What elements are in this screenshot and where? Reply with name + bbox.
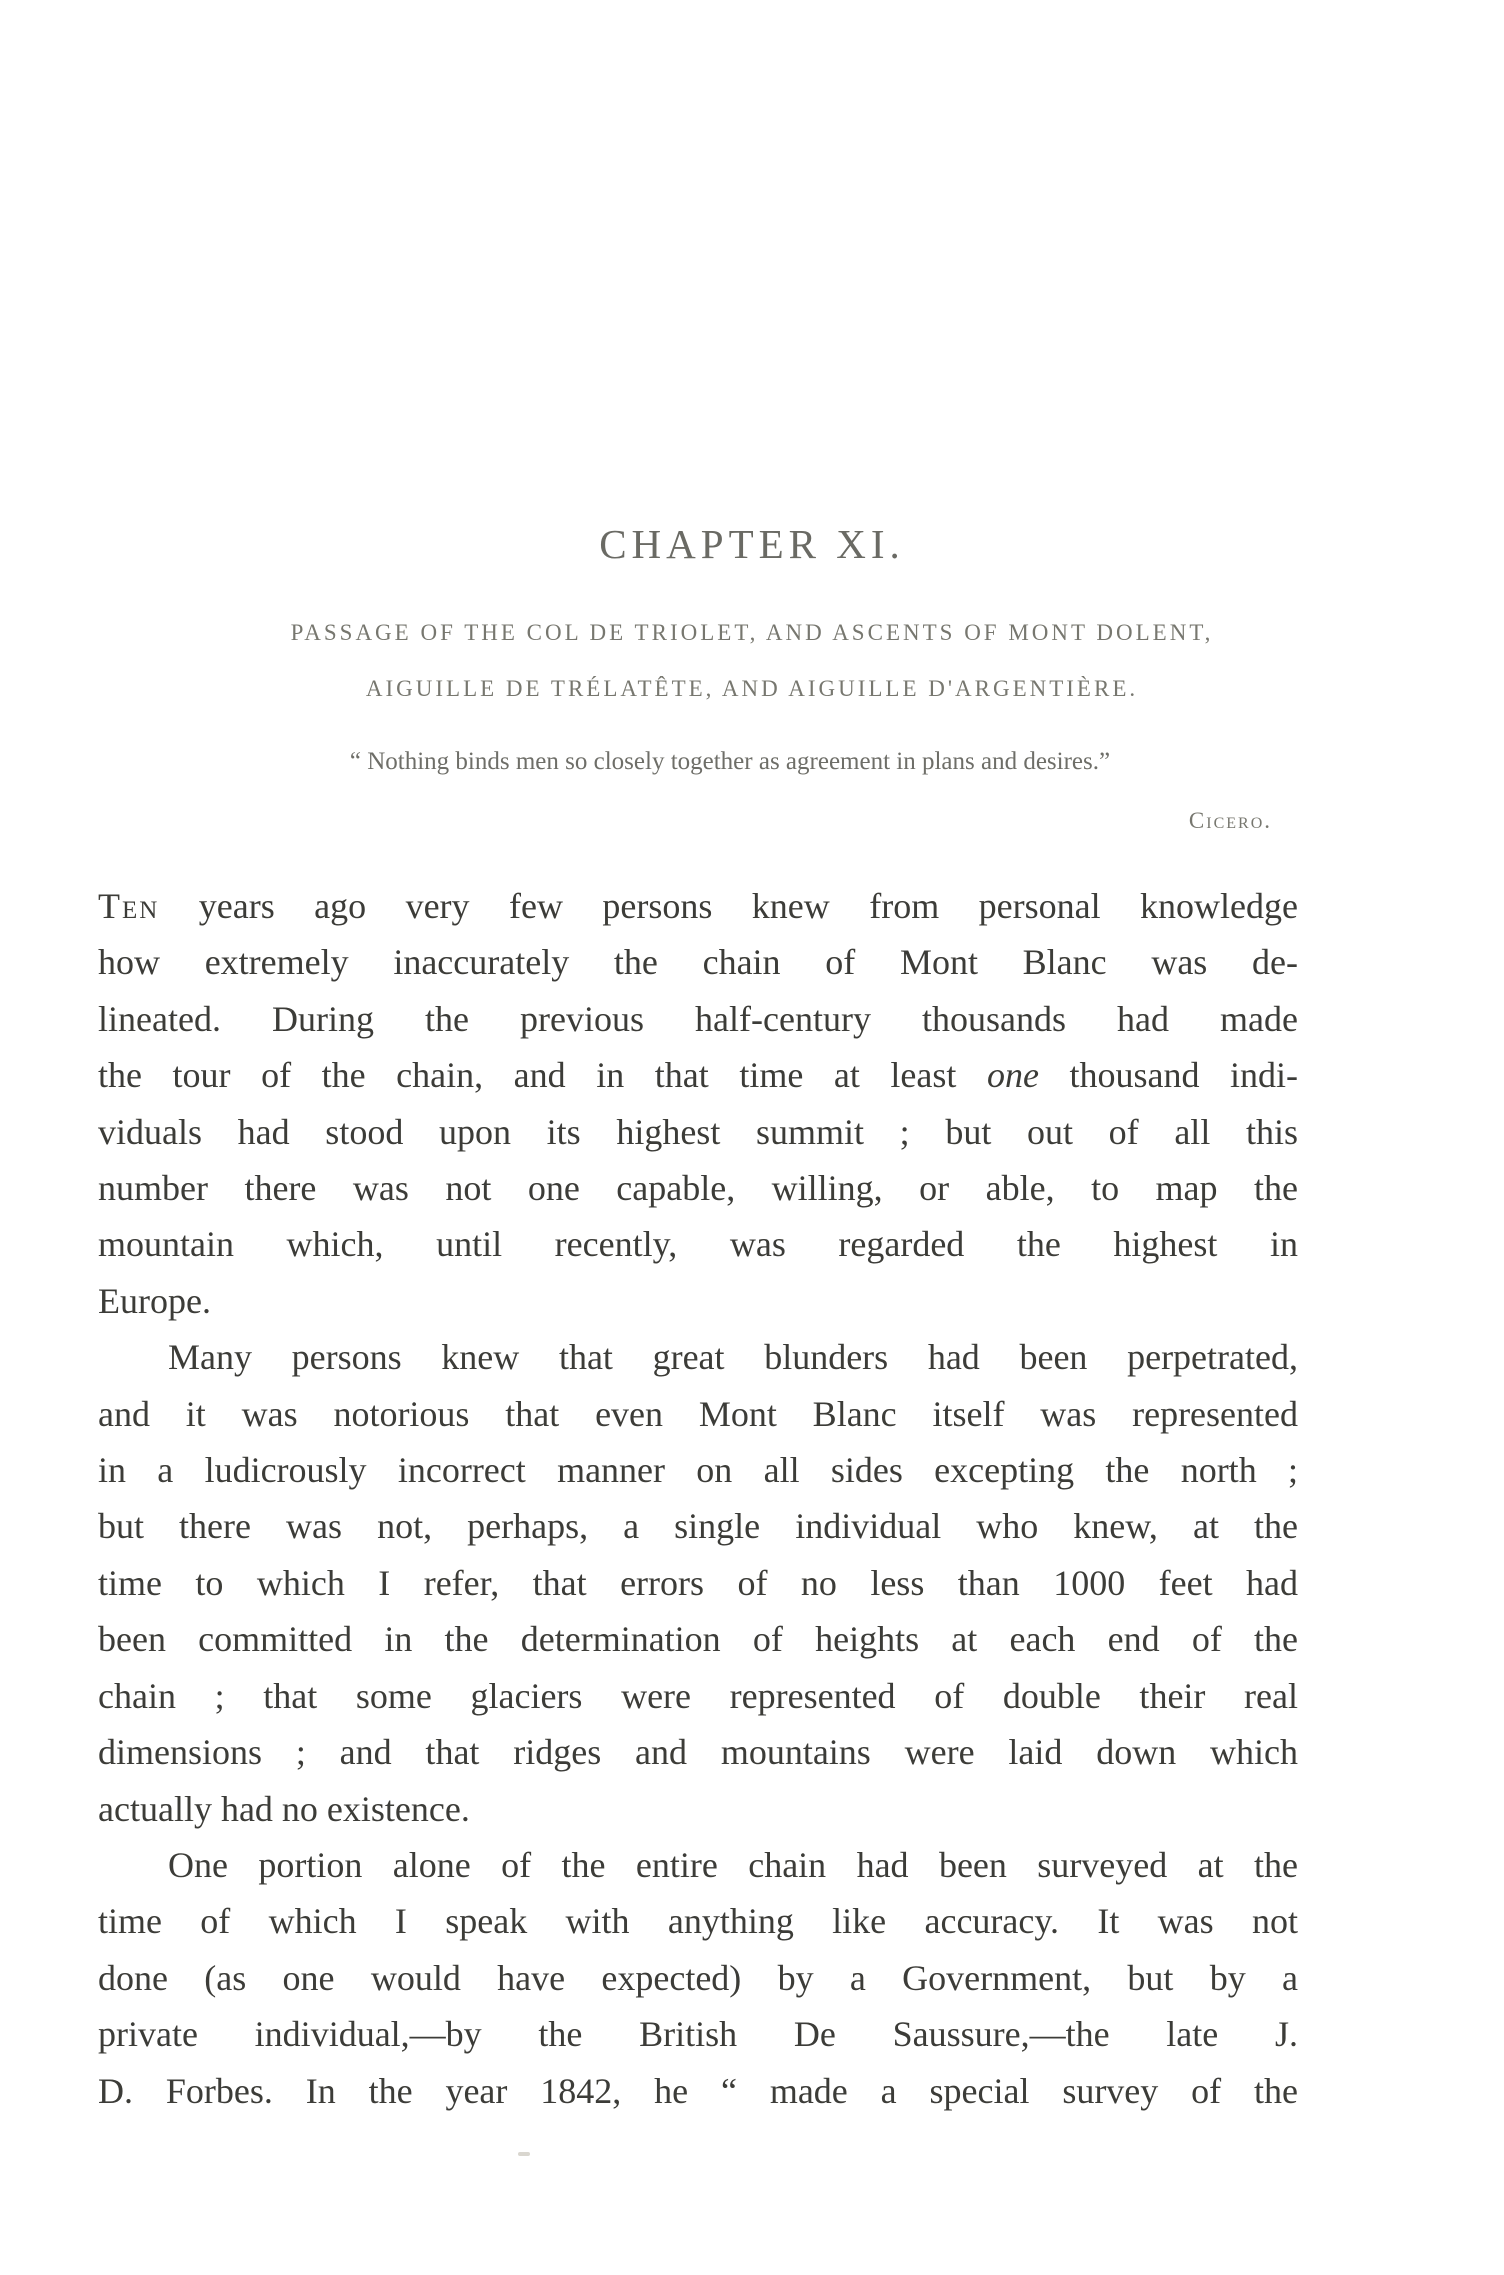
paper-speck: [518, 2152, 530, 2156]
text-line: and it was notorious that even Mont Blanc itself was represented: [98, 1393, 1298, 1434]
paragraph-1: [98, 878, 1298, 1329]
text-line: private individual,—by the British De Saussure,—the late J.: [98, 2014, 1298, 2055]
text-line: time to which I refer, that errors of no less than 1000 feet had: [98, 1562, 1298, 1603]
text-line: Many persons knew that great blunders had been perpetrated,: [168, 1337, 1298, 1378]
text-line: One portion alone of the entire chain had been surveyed at the: [168, 1844, 1298, 1885]
text-line: how extremely inaccurately the chain of Mont Blanc was de-: [98, 942, 1298, 983]
text-line: [98, 1047, 1298, 1103]
chapter-title: CHAPTER XI.: [599, 521, 905, 567]
text-line: dimensions ; and that ridges and mountains were laid down which: [98, 1732, 1298, 1773]
paragraph-3: [98, 1837, 1298, 2119]
text-line-content: the tour of the chain, and in that time at least: [98, 1055, 957, 1096]
text-line: number there was not one capable, willing, or able, to map the: [98, 1168, 1298, 1209]
text-line: but there was not, perhaps, a single individual who knew, at the: [98, 1506, 1298, 1547]
text-line: viduals had stood upon its highest summit ; but out of all this: [98, 1111, 1298, 1152]
text-line: actually had no existence.: [98, 1788, 470, 1829]
text-line: [98, 878, 1298, 934]
paragraph-2: [98, 1329, 1298, 1837]
text-line: mountain which, until recently, was regarded the highest in: [98, 1224, 1298, 1265]
text-line: done (as one would have expected) by a Government, but by a: [98, 1957, 1298, 1998]
text-line-content: years ago very few persons knew from personal knowledge: [198, 886, 1298, 926]
text-line: lineated. During the previous half-century thousands had made: [98, 998, 1298, 1039]
text-line: chain ; that some glaciers were represented of double their real: [98, 1675, 1298, 1716]
text-line: D. Forbes. In the year 1842, he “ made a special survey of the: [98, 2070, 1298, 2111]
chapter-subtitle-line-1: PASSAGE OF THE COL DE TRIOLET, AND ASCENTS OF MONT DOLENT,: [290, 620, 1214, 645]
text-line: in a ludicrously incorrect manner on all sides excepting the north ;: [98, 1450, 1298, 1491]
text-line: been committed in the determination of heights at each end of the: [98, 1619, 1298, 1660]
chapter-subtitle-line-2: AIGUILLE DE TRÉLATÊTE, AND AIGUILLE D'ARGENTIÈRE.: [365, 676, 1139, 701]
emphasis-word: one: [986, 1055, 1039, 1096]
text-line: Europe.: [98, 1280, 211, 1321]
text-line: time of which I speak with anything like accuracy. It was not: [98, 1901, 1298, 1942]
epigraph-attribution: Cicero.: [1188, 808, 1272, 833]
epigraph-quote: “ Nothing binds men so closely together as agreement in plans and desires.”: [349, 748, 1111, 775]
body-text: [98, 878, 1298, 2119]
text-line-content: thousand indi-: [1069, 1055, 1299, 1096]
opening-word: Ten: [98, 886, 160, 926]
